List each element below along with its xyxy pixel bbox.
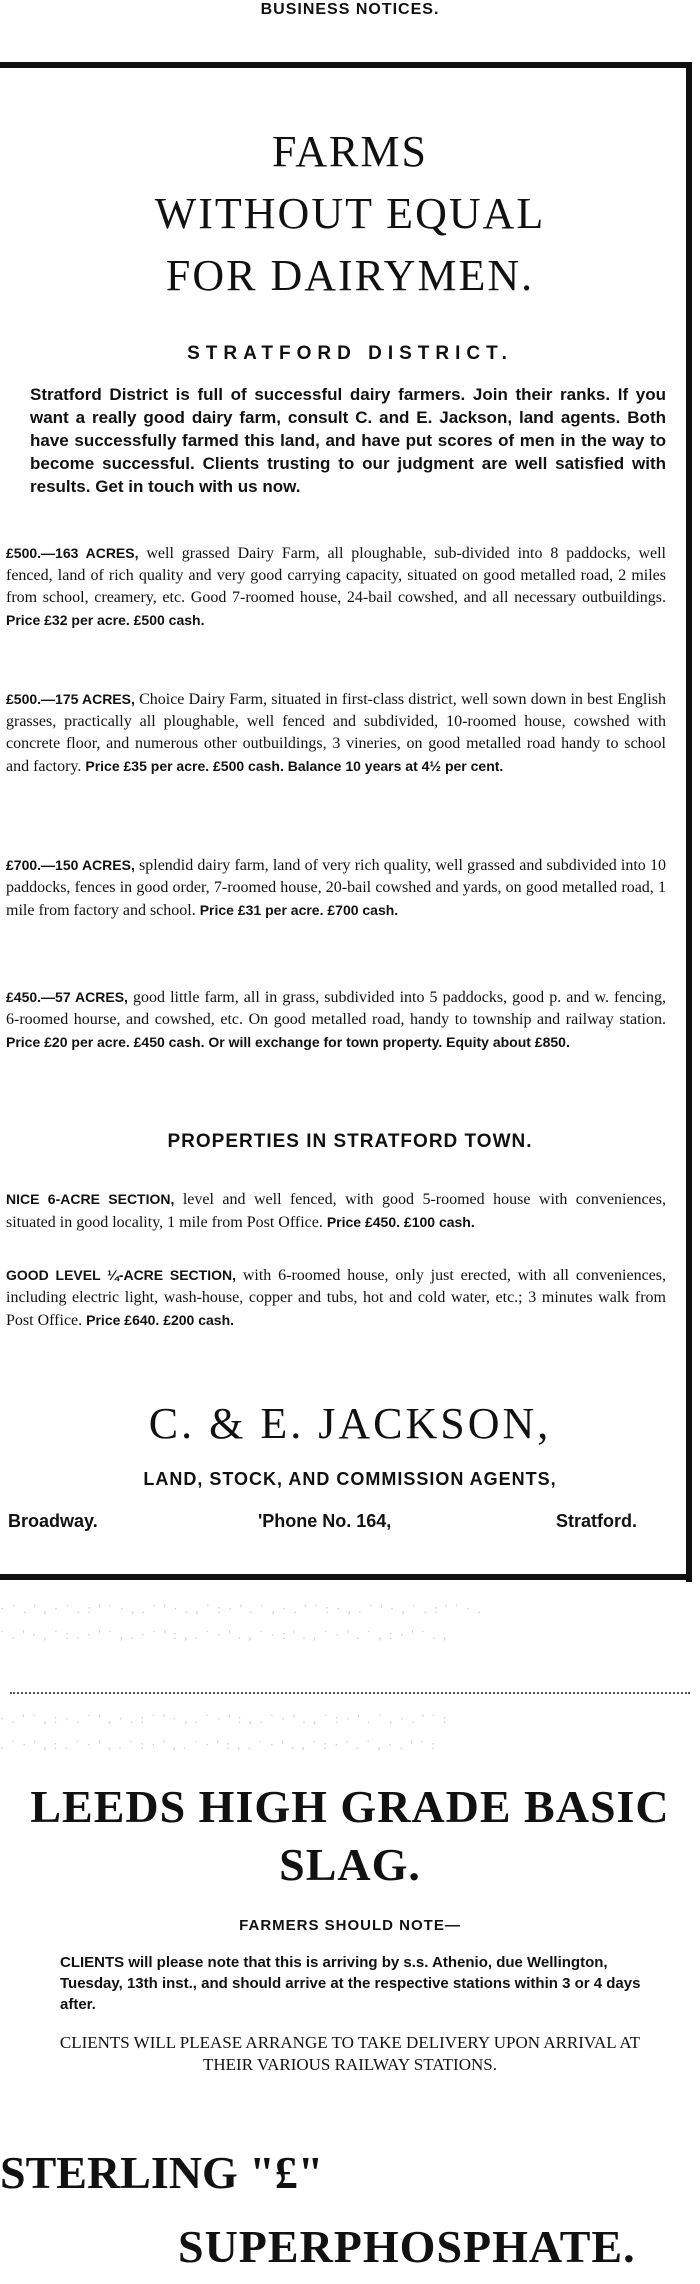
slag-title-line-1: LEEDS HIGH GRADE BASIC	[30, 1781, 670, 1832]
delivery-notice: CLIENTS WILL PLEASE ARRANGE TO TAKE DELIVERY UPON ARRIVAL AT THEIR VARIOUS RAILWAY STATIONS.	[59, 2033, 641, 2074]
listing-lead: GOOD LEVEL ¼-ACRE SECTION,	[6, 1267, 236, 1283]
headline-line-1: FARMS	[272, 127, 428, 176]
town-properties-heading: PROPERTIES IN STRATFORD TOWN.	[167, 1131, 533, 1152]
firm-description: LAND, STOCK, AND COMMISSION AGENTS,	[143, 1469, 557, 1489]
headline-line-2: WITHOUT EQUAL	[154, 189, 546, 238]
listing-text: good little farm, all in grass, subdivided into 5 paddocks, good p. and w. fencing, 6-roomed hourse, and cowshed, etc. On good metalled road, handy to township and railway station.	[6, 989, 667, 1028]
listing-lead: £450.—57 ACRES,	[6, 989, 128, 1005]
listing-price: Price £35 per acre. £500 cash. Balance 10 years at 4½ per cent.	[85, 758, 504, 774]
bleed-through-texture: · . ' ˙ , : · . ˙ ' , · . : ˙ ' · , . ˙ · ' : , . ˙ · ' . , ˙ : · ' . ˙ , · . ' ˙ :	[0, 1711, 449, 1726]
slag-title-line-2: SLAG.	[279, 1839, 421, 1890]
bleed-through-texture: . ˙ · ' , : . ˙ · ' , . ˙ : · ' , . ˙ · ' : , . ˙ · ' . , ˙ : · ' . ˙ , · . ' ˙ :	[0, 1737, 437, 1752]
top-rule	[0, 62, 692, 68]
listing-lead: £500.—163 ACRES,	[6, 545, 139, 561]
listing-price: Price £450. £100 cash.	[326, 1214, 475, 1230]
listing-lead: £500.—175 ACRES,	[6, 691, 135, 707]
section-header: BUSINESS NOTICES.	[260, 1, 440, 18]
bleed-through-texture: ˙ . ' · , ˙ : . · ' ˙ , . · ˙ ' : , . ˙ · ' . , ˙ · : ' . , ˙ · ' . ˙ , : · ' ˙ . ,	[0, 1627, 449, 1642]
listing-150-acres	[6, 854, 666, 922]
district-heading: STRATFORD DISTRICT.	[187, 343, 513, 364]
listing-lead: £700.—150 ACRES,	[6, 857, 135, 873]
listing-price: Price £31 per acre. £700 cash.	[199, 902, 399, 918]
farmers-note-heading: FARMERS SHOULD NOTE—	[239, 1917, 461, 1934]
town-listing-6-acre	[6, 1188, 666, 1234]
firm-name: C. & E. JACKSON,	[148, 1399, 552, 1448]
sterling-title: STERLING "£"	[0, 2147, 324, 2198]
address-street: Broadway.	[8, 1511, 98, 1531]
listing-text: with 6-roomed house, only just erected, with all conveniences, including electric light, wash-house, copper and tubs, hot and cold water, etc.; 3 minutes walk from Post Office.	[6, 1267, 666, 1329]
clients-notice: CLIENTS will please note that this is arriving by s.s. Athenio, due Wellington, Tuesday, 13th inst., and should arrive at the respective stations within 3 or 4 days after.	[60, 1954, 641, 2013]
listing-text: splendid dairy farm, land of very rich quality, well grassed and subdivided into 10 paddocks, fences in good order, 7-roomed house, 20-bail cowshed and yards, on good metalled road, 1 mile from factory and school.	[6, 857, 666, 919]
listing-175-acres	[6, 688, 666, 778]
listing-text: Choice Dairy Farm, situated in first-class district, well sown down in best English grasses, practically all ploughable, well fenced and subdivided, 10-roomed house, cowshed with concrete floor, and numerous other outbuildings, 3 vineries, on good metalled road handy to school and factory.	[6, 691, 666, 775]
listing-price: Price £640. £200 cash.	[86, 1312, 235, 1328]
listing-price: Price £32 per acre. £500 cash.	[6, 612, 205, 628]
address-town: Stratford.	[556, 1511, 637, 1531]
dotted-separator	[10, 1692, 690, 1694]
address-phone: 'Phone No. 164,	[258, 1511, 392, 1531]
listing-lead: NICE 6-ACRE SECTION,	[6, 1191, 175, 1207]
bleed-through-texture: · ˙ . ' , · ˙ . : ' ˙ · , . ˙ ' · . , ˙ : · ' . ˙ , · . ' ˙ : · , . ˙ ' · , ˙ . : ' ˙ · .	[0, 1601, 483, 1616]
superphosphate-title: SUPERPHOSPHATE.	[178, 2221, 636, 2272]
listing-text: level and well fenced, with good 5-roomed house with conveniences, situated in good locality, 1 mile from Post Office.	[6, 1191, 666, 1231]
listing-price: Price £20 per acre. £450 cash. Or will exchange for town property. Equity about £850.	[6, 1034, 570, 1050]
listing-57-acres	[6, 986, 666, 1054]
town-listing-quarter-acre	[6, 1264, 666, 1332]
listing-163-acres	[6, 542, 666, 632]
listing-text: well grassed Dairy Farm, all ploughable, sub-divided into 8 paddocks, well fenced, land of rich quality and very good carrying capacity, situated on good metalled road, 2 miles from school, creamery, etc. Good 7-roomed house, 24-bail cowshed, and all necessary outbuildings.	[6, 545, 667, 606]
farms-ad-bottom-rule	[0, 1574, 692, 1580]
intro-paragraph: Stratford District is full of successful dairy farmers. Join their ranks. If you want a really good dairy farm, consult C. and E. Jackson, land agents. Both have successfully farmed this land, and have put scores of men in the way to become successful. Clients trusting to our judgment are well satisfied with results. Get in touch with us now.	[30, 385, 666, 496]
headline-line-3: FOR DAIRYMEN.	[165, 251, 535, 300]
